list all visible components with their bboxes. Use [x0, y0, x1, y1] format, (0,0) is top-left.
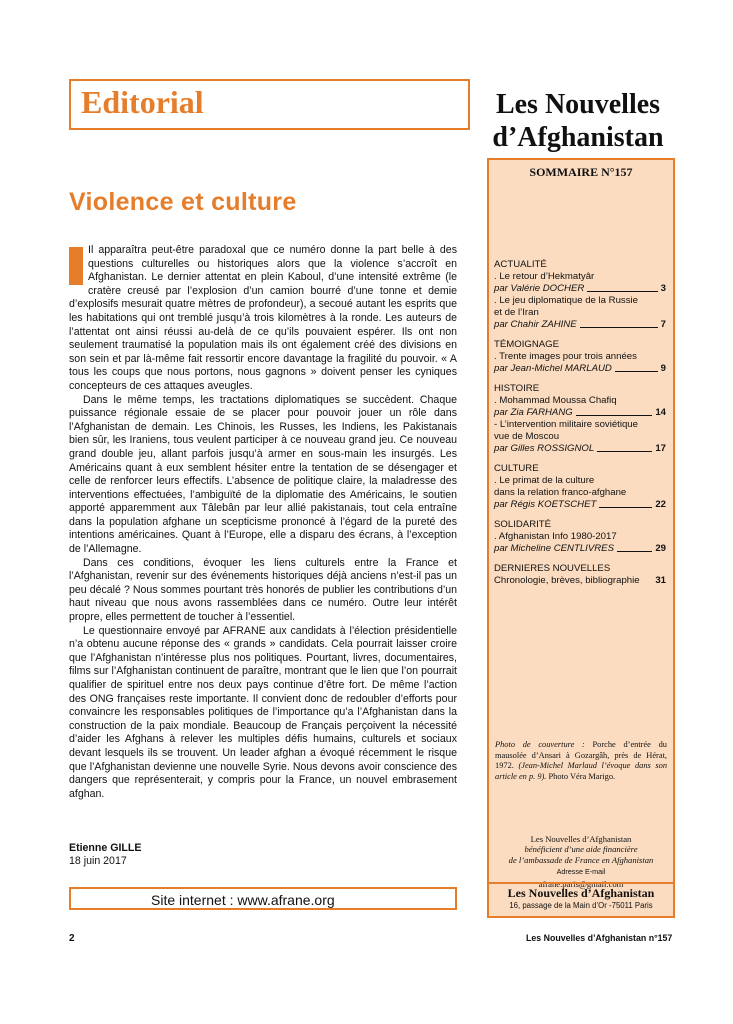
toc-entry-title[interactable]: vue de Moscou: [494, 431, 560, 442]
toc-page-number: 29: [655, 543, 666, 554]
support-title: Les Nouvelles d’Afghanistan: [530, 834, 632, 844]
section-header-box: [69, 79, 470, 130]
toc-heading: CULTURE: [494, 463, 539, 474]
toc-leader-rule: [615, 371, 658, 372]
toc-entry-title[interactable]: et de l’Iran: [494, 307, 539, 318]
toc-entry-title[interactable]: . Le primat de la culture: [494, 475, 595, 486]
running-title: Les Nouvelles d’Afghanistan n°157: [526, 933, 673, 943]
toc-entry[interactable]: [494, 283, 666, 295]
toc-section: [494, 519, 666, 555]
masthead-line2: d’Afghanistan: [492, 122, 664, 153]
toc-heading: HISTOIRE: [494, 383, 540, 394]
toc-heading: ACTUALITÉ: [494, 259, 547, 270]
sidebar: [487, 158, 675, 918]
toc-leader-rule: [580, 327, 658, 328]
toc-entry-author: par Micheline CENTLIVRES: [494, 543, 614, 554]
toc-leader-rule: [576, 415, 653, 416]
toc-page-number: 17: [655, 443, 666, 454]
publisher-block: [489, 882, 673, 910]
author-name: Etienne GILLE: [69, 842, 142, 854]
cover-caption: Photo de couverture : Porche d’entrée du mausolée d’Ansari à Gozargâh, près de Hérat, 1972. (Jean-Michel Marlaud l’évoque dans son article en p. 9). Photo Véra Marigo.: [495, 740, 668, 781]
support-line: de l’ambassade de France en Afghanistan: [508, 854, 654, 865]
dropcap-icon: [69, 247, 83, 285]
article-paragraph: Dans le même temps, les tractations diplomatiques se succèdent. Chaque puissance régionale essaie de se placer pour pouvoir jouer un rôle dans l’Afghanistan de demain. Les Chinois, les Russes, les Indiens, les Pakistanais bien sûr, les Iraniens, tous veulent participer à ce nouveau grand jeu. Ce nouveau grand double jeu, allant parfois jusqu’à armer en sous-main les insurgés. Les Américains quant à eux semblent hésiter entre la tentation de se désengager et celle de renforcer leurs effectifs. L’absence de politique claire, la maladresse des interventions effectuées, l’ambiguïté de la diplomatie des Américains, le soutien apporté apparemment aux Tâlebân par leur allié pakistanais, tout cela entraîne dans la population afghane un scepticisme prononcé à l’égard de la pureté des intentions américaines. Quant à l’Europe, elle a disparu des écrans, à l’exception de l’Allemagne.: [69, 393, 457, 556]
toc-section: [494, 563, 666, 587]
toc-entry-title[interactable]: . Trente images pour trois années: [494, 351, 637, 362]
website-bar: [69, 887, 457, 910]
toc-page-number: 9: [660, 363, 666, 374]
toc-entry[interactable]: [494, 499, 666, 511]
article-title: Violence et culture: [69, 188, 297, 216]
toc-page-number: 14: [655, 407, 666, 418]
toc-entry-author: par Gilles ROSSIGNOL: [494, 443, 595, 454]
toc-section: [494, 383, 666, 455]
toc-leader-rule: [617, 551, 652, 552]
article-paragraph: Il apparaîtra peut-être paradoxal que ce numéro donne la part belle à des questions culturelles ou historiques alors que la violence s’accroît en Afghanistan. Le dernier attentat en plein Kaboul, d’une intensité extrême (le cratère creusé par l’explosion d’un camion bourré d’une tonne et demie d’explosifs mesurait quatre mètres de profondeur), a secoué autant les esprits que les habitations qui ont tremblé jusqu’à trois kilomètres à la ronde. Les auteurs de l’attentat ont ainsi réussi au-delà de ce qu’ils pouvaient espérer. Ils ont non seulement traumatisé la population mais ils ont également créé des divisions en son sein et par là-même fait ressortir encore davantage la fragilité du pouvoir. « A tous les coups que nous portons, nous gagnons » doivent penser les cyniques concepteurs de ces attaques aveugles.: [69, 244, 457, 392]
article-body: [69, 244, 457, 801]
toc-page-number: 22: [655, 499, 666, 510]
toc-heading: DERNIERES NOUVELLES: [494, 563, 611, 574]
masthead: [478, 88, 678, 154]
toc-entry-title[interactable]: . Le retour d’Hekmatyâr: [494, 271, 595, 282]
toc-page-number: 7: [660, 319, 666, 330]
toc-entry[interactable]: [494, 575, 666, 587]
toc-entry[interactable]: [494, 363, 666, 375]
toc-page-number: 3: [660, 283, 666, 294]
toc-entry[interactable]: [494, 443, 666, 455]
support-notice: [489, 834, 673, 889]
toc-entry-title[interactable]: . Le jeu diplomatique de la Russie: [494, 295, 638, 306]
toc-entry-title[interactable]: - L’intervention militaire soviétique: [494, 419, 638, 430]
masthead-line1: Les Nouvelles: [495, 89, 661, 120]
toc-entry-author: Chronologie, brèves, bibliographie: [494, 575, 640, 586]
publisher-address: 16, passage de la Main d’Or -75011 Paris: [509, 901, 653, 910]
toc-leader-rule: [587, 291, 657, 292]
website-link[interactable]: Site internet : www.afrane.org: [151, 892, 335, 908]
email-link[interactable]: afrane.paris@gmail.com: [538, 878, 624, 889]
sommaire-title: SOMMAIRE N°157: [529, 165, 633, 179]
toc-section: [494, 339, 666, 375]
toc-entry-author: par Jean-Michel MARLAUD: [494, 363, 612, 374]
article-date: 18 juin 2017: [69, 855, 127, 867]
toc-entry-title[interactable]: . Mohammad Moussa Chafiq: [494, 395, 617, 406]
toc-entry-author: par Chahir ZAHINE: [494, 319, 577, 330]
table-of-contents: [494, 259, 666, 595]
page-number: 2: [69, 933, 75, 944]
toc-entry-author: par Régis KOETSCHET: [494, 499, 597, 510]
toc-entry-title[interactable]: . Afghanistan Info 1980-2017: [494, 531, 617, 542]
signature: [69, 842, 141, 868]
toc-page-number: 31: [655, 575, 666, 586]
publisher-name: Les Nouvelles d’Afghanistan: [507, 886, 655, 900]
toc-leader-rule: [597, 451, 652, 452]
toc-entry[interactable]: [494, 319, 666, 331]
section-title: Editorial: [81, 84, 204, 120]
email-label: Adresse E-mail: [556, 867, 606, 877]
toc-heading: SOLIDARITÉ: [494, 519, 552, 530]
support-line: bénéficient d’une aide financière: [524, 844, 638, 855]
toc-leader-rule: [599, 507, 652, 508]
toc-section: [494, 463, 666, 511]
toc-entry-author: par Zia FARHANG: [494, 407, 573, 418]
toc-entry[interactable]: [494, 543, 666, 555]
toc-entry[interactable]: [494, 407, 666, 419]
toc-entry-author: par Valérie DOCHER: [494, 283, 585, 294]
toc-heading: TÉMOIGNAGE: [494, 339, 560, 350]
toc-entry-title[interactable]: dans la relation franco-afghane: [494, 487, 627, 498]
article-paragraph: Le questionnaire envoyé par AFRANE aux candidats à l’élection présidentielle n’a obtenu aucune réponse des « grands » candidats. Cela pourrait laisser croire que l’Afghanistan n’intéresse plus nos politiques. Pourtant, livres, documentaires, films sur l’Afghanistan continuent de paraître, montrant que le lien que l’on pourrait qualifier de spirituel entre nos deux pays continue d’être fort. De même l’action des ONG françaises reste importante. Il convient donc de redoubler d’efforts pour convaincre les responsables politiques de l’importance qu’a l’Afghanistan dans la construction de la paix mondiale. Beaucoup de Français perçoivent la nécessité d’aider les Afghans à relever les multiples défis humains, culturels et sociaux devant lesquels ils se trouvent. Un leader afghan a évoqué récemment le risque que l’Afghanistan devienne une nouvelle Syrie. Nous devons avoir conscience des dangers que représenterait, y compris pour la France, un nouvel embrasement afghan.: [69, 624, 457, 800]
toc-section: [494, 259, 666, 331]
article-paragraph: Dans ces conditions, évoquer les liens culturels entre la France et l’Afghanistan, revenir sur des événements historiques déjà anciens n’est-il pas un peu décalé ? Nous sommes pourtant très honorés de publier les contributions d’un haut niveau que nous avons rassemblées dans ce numéro. Outre leur intérêt propre, elles permettent de toucher à l’essentiel.: [69, 556, 457, 624]
